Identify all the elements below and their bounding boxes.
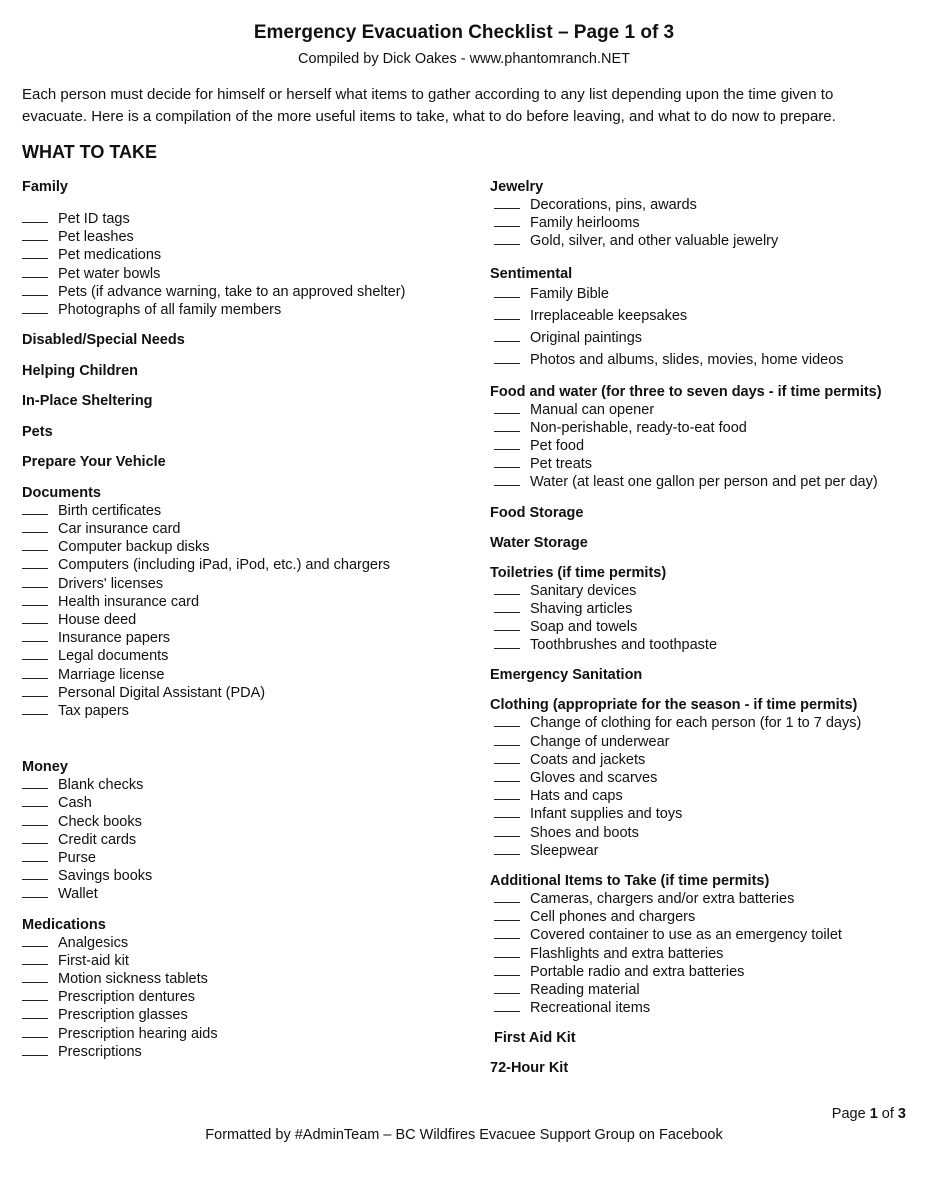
checklist-item-label: Tax papers [58,702,129,719]
left-column [22,178,462,1061]
checklist-item [22,301,462,319]
checklist-item-label: Check books [58,813,142,830]
checkbox-blank-line [22,575,48,588]
checkbox-blank-line [22,684,48,697]
checklist-item-label: Photographs of all family members [58,302,282,319]
checkbox-blank-line [494,285,520,298]
section-heading-family: Family [22,179,68,195]
checklist-item [22,849,462,867]
checklist-item-label: Water (at least one gallon per person and pet per day) [530,474,878,491]
checkbox-blank-line [494,232,520,245]
checklist-item-label: Soap and towels [530,619,638,636]
section-heading-pets: Pets [22,423,53,440]
checklist-item [490,305,910,327]
page-total: 3 [897,1106,906,1122]
checkbox-blank-line [494,733,520,746]
checkbox-blank-line [494,351,520,364]
checkbox-blank-line [22,301,48,314]
checklist-item [22,556,462,574]
checkbox-blank-line [22,210,48,223]
checklist-item [22,246,462,264]
checklist-item [490,196,910,214]
checklist-item [22,283,462,301]
checklist-item-label: Prescription hearing aids [58,1025,218,1042]
checklist-item-label: Covered container to use as an emergency toilet [530,927,842,944]
checklist-item-label: Irreplaceable keepsakes [530,307,688,324]
checklist-item-label: Recreational items [530,1000,651,1017]
checklist-item [490,945,910,963]
checklist-item-label: Pet water bowls [58,265,161,282]
list-clothing [490,714,910,860]
checklist-item [490,805,910,823]
checklist-item [490,963,910,981]
section-heading-food-storage: Food Storage [490,504,584,521]
checkbox-blank-line [494,401,520,414]
checklist-item [490,283,910,305]
checklist-item [490,455,910,473]
list-additional [490,890,910,1017]
checkbox-blank-line [494,329,520,342]
page-current: 1 [869,1106,878,1122]
checkbox-blank-line [22,1043,48,1056]
checkbox-blank-line [22,265,48,278]
checklist-item [22,210,462,228]
checklist-item-label: Change of underwear [530,733,670,750]
list-money [22,776,462,903]
checklist-item [490,327,910,349]
checklist-item [490,733,910,751]
checkbox-blank-line [494,981,520,994]
checklist-item-label: Marriage license [58,666,165,683]
checklist-item [490,999,910,1017]
checklist-item-label: Shoes and boots [530,824,639,841]
section-heading-water-storage: Water Storage [490,534,588,551]
checkbox-blank-line [494,600,520,613]
checkbox-blank-line [22,1025,48,1038]
checkbox-blank-line [494,307,520,320]
list-sentimental [490,283,910,371]
checklist-item-label: Gold, silver, and other valuable jewelry [530,233,779,250]
checklist-item [22,593,462,611]
checklist-item-label: Health insurance card [58,593,200,610]
checkbox-blank-line [22,794,48,807]
checklist-item [490,890,910,908]
checkbox-blank-line [494,636,520,649]
checklist-item-label: Pet food [530,438,585,455]
checklist-item [490,824,910,842]
list-medications [22,934,462,1061]
checklist-item-label: Toothbrushes and toothpaste [530,637,718,654]
checkbox-blank-line [22,629,48,642]
checkbox-blank-line [22,556,48,569]
checklist-item [22,629,462,647]
checklist-item-label: Photos and albums, slides, movies, home videos [530,351,844,368]
checklist-item-label: Manual can opener [530,401,655,418]
checklist-item-label: Pet treats [530,456,593,473]
checkbox-blank-line [494,805,520,818]
checklist-item [22,776,462,794]
section-heading-sentimental: Sentimental [490,265,573,282]
checklist-item [22,502,462,520]
checklist-item [490,582,910,600]
list-jewelry [490,196,910,251]
checklist-item [22,702,462,720]
checkbox-blank-line [22,666,48,679]
checklist-item [490,437,910,455]
checklist-item [22,1043,462,1061]
checklist-item-label: Sleepwear [530,842,599,859]
checklist-item-label: First-aid kit [58,952,129,969]
checkbox-blank-line [22,849,48,862]
checkbox-blank-line [22,934,48,947]
checkbox-blank-line [494,926,520,939]
checklist-item-label: Savings books [58,868,153,885]
checklist-item [22,666,462,684]
checklist-item [490,473,910,491]
checkbox-blank-line [494,769,520,782]
checklist-item-label: Flashlights and extra batteries [530,945,724,962]
checklist-item-label: Decorations, pins, awards [530,197,697,213]
checkbox-blank-line [494,196,520,209]
footer-credit: Formatted by #AdminTeam – BC Wildfires Evacuee Support Group on Facebook [205,1127,723,1143]
checklist-item-label: Personal Digital Assistant (PDA) [58,684,266,701]
checklist-item-label: Pet leashes [58,229,134,246]
list-food-water [490,401,910,492]
checklist-item [490,751,910,769]
checklist-item-label: Car insurance card [58,520,181,537]
checklist-item [22,934,462,952]
checklist-item [22,228,462,246]
checkbox-blank-line [22,611,48,624]
checklist-item-label: Motion sickness tablets [58,970,208,987]
checklist-item [490,908,910,926]
page-subtitle: Compiled by Dick Oakes - www.phantomranch.NET [297,51,630,67]
checkbox-blank-line [22,647,48,660]
checklist-item [22,885,462,903]
checklist-item-label: Non-perishable, ready-to-eat food [530,419,747,436]
checkbox-blank-line [22,702,48,715]
section-heading-prepare-vehicle: Prepare Your Vehicle [22,454,166,471]
checkbox-blank-line [22,1006,48,1019]
checkbox-blank-line [22,952,48,965]
checkbox-blank-line [22,970,48,983]
checklist-item-label: Sanitary devices [530,582,637,599]
checklist-item-label: Computers (including iPad, iPod, etc.) and chargers [58,557,391,574]
checkbox-blank-line [22,538,48,551]
checklist-item [22,794,462,812]
checkbox-blank-line [494,618,520,631]
checklist-item [490,600,910,618]
checkbox-blank-line [22,228,48,241]
checklist-item [490,618,910,636]
checkbox-blank-line [494,945,520,958]
checkbox-blank-line [22,246,48,259]
page-number [832,1106,906,1122]
list-documents [22,502,462,720]
checkbox-blank-line [494,714,520,727]
section-heading-money: Money [22,759,68,776]
list-family [22,210,462,319]
checklist-item [490,214,910,232]
checklist-item [490,636,910,654]
checklist-item [490,842,910,860]
checkbox-blank-line [494,214,520,227]
checkbox-blank-line [22,867,48,880]
checklist-item-label: Wallet [58,886,98,903]
checklist-item-label: Infant supplies and toys [530,806,683,823]
section-heading-in-place-sheltering: In-Place Sheltering [22,393,153,410]
checklist-item [490,787,910,805]
checklist-item-label: Pets (if advance warning, take to an approved shelter) [58,283,406,300]
checklist-item-label: Hats and caps [530,788,623,805]
checklist-item-label: Reading material [530,982,640,999]
checklist-item [22,952,462,970]
section-heading-72-hour-kit: 72-Hour Kit [490,1060,569,1077]
checklist-item-label: House deed [58,611,137,628]
section-heading-food-water: Food and water (for three to seven days - if time permits) [490,383,882,400]
checklist-item-label: Computer backup disks [58,539,210,556]
checklist-item-label: Prescription dentures [58,989,196,1006]
checkbox-blank-line [22,988,48,1001]
checklist-item-label: Portable radio and extra batteries [530,963,745,980]
checklist-item [22,813,462,831]
checklist-item [490,232,910,250]
checkbox-blank-line [22,885,48,898]
section-heading-toiletries: Toiletries (if time permits) [490,564,667,581]
section-heading-sanitation: Emergency Sanitation [490,667,643,684]
list-toiletries [490,582,910,655]
checklist-item [490,714,910,732]
checkbox-blank-line [494,963,520,976]
checkbox-blank-line [22,776,48,789]
checkbox-blank-line [22,502,48,515]
checklist-item [490,349,910,371]
right-column [490,178,910,1077]
checklist-item-label: Blank checks [58,777,144,794]
checkbox-blank-line [494,419,520,432]
checklist-item [22,970,462,988]
checklist-item-label: Prescriptions [58,1043,142,1060]
checklist-item-label: Pet medications [58,247,162,264]
checklist-item [22,538,462,556]
checkbox-blank-line [494,582,520,595]
checklist-item [22,265,462,283]
checkbox-blank-line [494,842,520,855]
checkbox-blank-line [494,473,520,486]
checkbox-blank-line [494,999,520,1012]
page-of: of [881,1106,894,1122]
section-heading-additional: Additional Items to Take (if time permits) [490,873,770,890]
checklist-item [22,867,462,885]
section-heading-clothing: Clothing (appropriate for the season - if time permits) [490,697,858,714]
section-heading-jewelry: Jewelry [490,179,544,195]
page-title: Emergency Evacuation Checklist – Page 1 of 3 [253,22,675,43]
checklist-item-label: Cell phones and chargers [530,909,696,926]
checklist-item [490,981,910,999]
checkbox-blank-line [494,787,520,800]
checklist-item-label: Family Bible [530,285,609,302]
checklist-item [490,401,910,419]
section-heading-helping-children: Helping Children [22,362,138,379]
checklist-item [22,988,462,1006]
checkbox-blank-line [22,593,48,606]
checklist-item-label: Cameras, chargers and/or extra batteries [530,891,795,908]
checklist-item-label: Cash [58,795,92,812]
intro-paragraph: Each person must decide for himself or herself what items to gather according to any list depending upon the time given to evacuate. Here is a compilation of the more useful items to take, what to do before leaving, and what to do now to prepare. [22,86,836,125]
checklist-item-label: Change of clothing for each person (for 1 to 7 days) [530,715,862,732]
checklist-item-label: Legal documents [58,648,169,665]
checklist-item-label: Purse [58,849,96,866]
section-heading-first-aid-kit: First Aid Kit [494,1030,576,1047]
checklist-item-label: Birth certificates [58,502,162,519]
checklist-item [490,769,910,787]
checklist-item-label: Credit cards [58,831,137,848]
section-heading-medications: Medications [22,916,106,933]
checkbox-blank-line [494,437,520,450]
checklist-item-label: Drivers' licenses [58,575,164,592]
checkbox-blank-line [22,520,48,533]
checkbox-blank-line [22,831,48,844]
checklist-item [22,575,462,593]
checkbox-blank-line [494,890,520,903]
page-label: Page [831,1106,866,1122]
checklist-item-label: Family heirlooms [530,215,640,232]
checklist-item [22,611,462,629]
checklist-item [22,1006,462,1024]
checklist-item-label: Prescription glasses [58,1007,188,1024]
checklist-item-label: Insurance papers [58,630,171,647]
checklist-item [22,831,462,849]
checkbox-blank-line [494,908,520,921]
checklist-item [22,647,462,665]
checklist-item-label: Analgesics [58,934,129,951]
checkbox-blank-line [494,455,520,468]
checkbox-blank-line [22,813,48,826]
checklist-item [22,1025,462,1043]
checklist-item [490,419,910,437]
checklist-item [22,684,462,702]
checkbox-blank-line [494,824,520,837]
checklist-item-label: Pet ID tags [58,211,130,227]
checkbox-blank-line [22,283,48,296]
checklist-item-label: Gloves and scarves [530,770,658,787]
checklist-item [22,520,462,538]
section-heading-documents: Documents [22,484,101,501]
what-to-take-heading: WHAT TO TAKE [22,142,157,162]
checklist-item-label: Coats and jackets [530,751,646,768]
section-heading-disabled: Disabled/Special Needs [22,332,185,349]
checklist-item-label: Shaving articles [530,600,633,617]
checkbox-blank-line [494,751,520,764]
checklist-item [490,926,910,944]
checklist-item-label: Original paintings [530,329,643,346]
